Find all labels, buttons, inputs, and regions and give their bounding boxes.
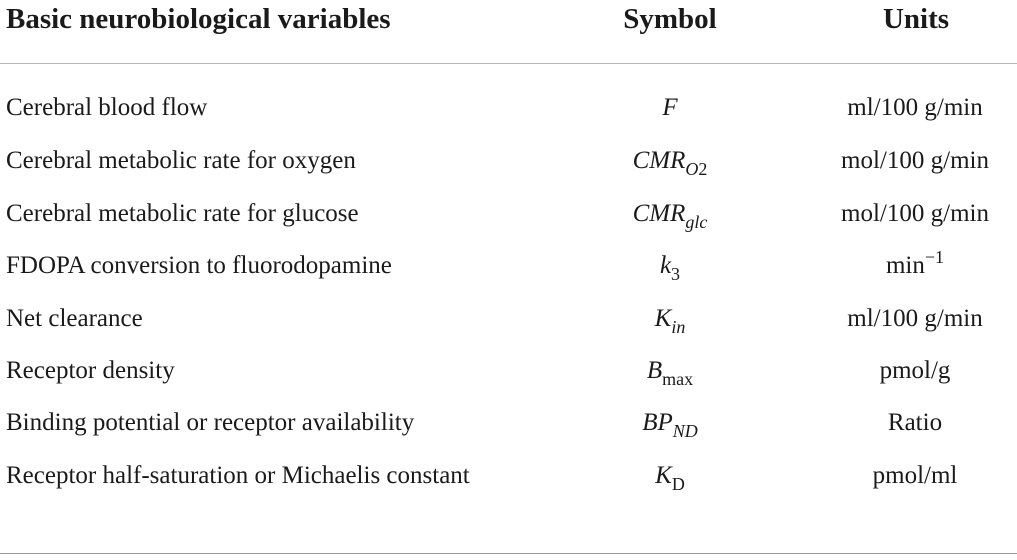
- symbol-cell: [560, 251, 780, 284]
- variable-cell: Cerebral blood flow: [6, 94, 208, 121]
- table-bottom-rule: [0, 553, 1017, 554]
- symbol-main: B: [646, 357, 663, 384]
- symbol-cell: [560, 356, 780, 389]
- symbol-subscript: in: [671, 317, 686, 337]
- variable-cell: Cerebral metabolic rate for glucose: [6, 200, 359, 227]
- units-cell: mol/100 g/min: [841, 200, 989, 227]
- symbol-main: K: [655, 462, 672, 489]
- symbol-subscript: 3: [671, 264, 681, 284]
- table-header: [0, 0, 1017, 40]
- header-variables: Basic neurobiological variables: [6, 3, 391, 35]
- symbol-cell: [560, 304, 780, 337]
- symbol-main: CMR: [632, 147, 686, 174]
- variable-cell: Receptor half-saturation or Michaelis constant: [6, 462, 470, 489]
- units-cell: [800, 247, 1017, 281]
- header-units: Units: [882, 3, 950, 35]
- symbol-subscript: O2: [685, 159, 708, 179]
- symbol-cell: [560, 408, 780, 441]
- symbol-subscript: D: [671, 474, 685, 494]
- symbol-cell: [560, 199, 780, 232]
- units-main: min: [885, 252, 925, 279]
- symbol-cell: [560, 461, 780, 494]
- variable-cell: Receptor density: [6, 357, 175, 384]
- units-cell: mol/100 g/min: [841, 147, 989, 174]
- symbol-subscript: max: [662, 369, 694, 389]
- units-cell: pmol/g: [879, 357, 951, 384]
- symbol-cell: [560, 146, 780, 179]
- units-superscript: −1: [924, 247, 945, 267]
- variable-cell: FDOPA conversion to fluorodopamine: [6, 252, 392, 279]
- units-cell: Ratio: [887, 409, 943, 436]
- symbol-main: CMR: [632, 200, 686, 227]
- units-cell: pmol/ml: [872, 462, 958, 489]
- symbol-cell: [560, 93, 780, 123]
- variable-cell: Net clearance: [6, 305, 143, 332]
- units-cell: ml/100 g/min: [847, 94, 983, 121]
- symbol-subscript: ND: [672, 421, 698, 441]
- header-divider: [0, 63, 1017, 64]
- variable-cell: Binding potential or receptor availability: [6, 409, 415, 436]
- symbol-main: K: [654, 305, 672, 332]
- variable-cell: Cerebral metabolic rate for oxygen: [6, 147, 356, 174]
- header-symbol: Symbol: [623, 3, 717, 35]
- symbol-main: BP: [642, 409, 673, 436]
- symbol-main: F: [662, 94, 678, 121]
- symbol-subscript: glc: [685, 212, 708, 232]
- symbol-main: k: [659, 252, 672, 279]
- units-cell: ml/100 g/min: [847, 305, 983, 332]
